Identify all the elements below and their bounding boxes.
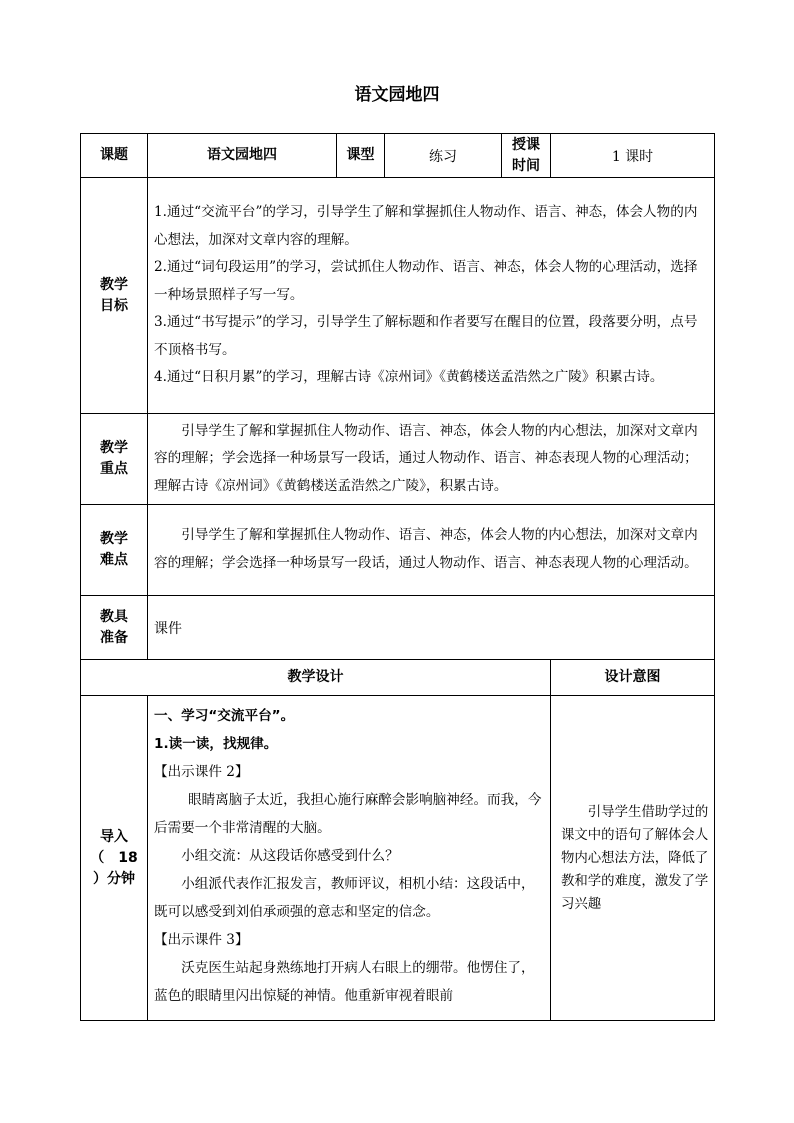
quote-paragraph: 眼睛离脑子太近，我担心施行麻醉会影响脑神经。而我，今后需要一个非常清醒的大脑。 — [154, 792, 542, 836]
intent-text: 引导学生借助学过的课文中的语句了解体会人物内心想法方法，降低了教和学的难度，激发了学习兴趣 — [561, 804, 709, 912]
type-value: 练习 — [385, 134, 502, 178]
design-content — [148, 696, 551, 1021]
stage-label-line3: ）分钟 — [93, 870, 135, 887]
design-label: 教学设计 — [81, 660, 551, 696]
time-label — [502, 134, 551, 178]
lesson-plan-table — [80, 133, 715, 1021]
stage-label-line1: 导入 — [100, 828, 128, 845]
intent-label: 设计意图 — [551, 660, 715, 696]
stage-label-line2: （ 18 — [90, 849, 138, 866]
topic-label: 课题 — [81, 134, 148, 178]
section-heading: 一、学习“交流平台”。 — [154, 708, 295, 724]
objectives-label — [81, 178, 148, 414]
courseware-note: 【出示课件 3】 — [154, 932, 249, 948]
time-label-text: 授课时间 — [511, 136, 540, 174]
key-points-label-text: 教学重点 — [99, 440, 128, 477]
intent-content — [551, 696, 715, 1021]
stage-label — [81, 696, 148, 1021]
step-heading: 1.读一读，找规律。 — [154, 736, 278, 752]
quote-paragraph: 沃克医生站起身熟练地打开病人右眼上的绷带。他愣住了，蓝色的眼睛里闪出惊疑的神情。他重新审视着眼前 — [154, 960, 535, 1004]
key-points-row — [81, 414, 715, 505]
tools-content: 课件 — [148, 596, 715, 660]
objective-item: 2.通过“词句段运用”的学习，尝试抓住人物动作、语言、神态，体会人物的心理活动，选择一种场景照样子写一写。 — [154, 259, 698, 303]
objectives-content — [148, 178, 715, 414]
objective-item: 4.通过“日积月累”的学习，理解古诗《凉州词》《黄鹤楼送孟浩然之广陵》积累古诗。 — [154, 369, 664, 386]
objectives-row — [81, 178, 715, 414]
design-header-row — [81, 660, 715, 696]
key-points-content: 引导学生了解和掌握抓住人物动作、语言、神态，体会人物的内心想法，加深对文章内容的理解；学会选择一种场景写一段话，通过人物动作、语言、神态表现人物的心理活动；理解古诗《凉州词》《黄鹤楼送孟浩然之广陵》，积累古诗。 — [148, 414, 715, 505]
discussion-prompt: 小组交流：从这段话你感受到什么？ — [181, 848, 399, 864]
courseware-note: 【出示课件 2】 — [154, 764, 249, 780]
key-points-label — [81, 414, 148, 505]
objective-item: 3.通过“书写提示”的学习，引导学生了解标题和作者要写在醒目的位置，段落要分明，点号不顶格书写。 — [154, 314, 698, 358]
difficulties-label-text: 教学难点 — [99, 531, 128, 568]
difficulties-label — [81, 505, 148, 596]
header-row — [81, 134, 715, 178]
tools-label — [81, 596, 148, 660]
objectives-label-text: 教学目标 — [99, 276, 128, 314]
type-label: 课型 — [337, 134, 385, 178]
tools-label-text: 教具准备 — [99, 608, 128, 646]
time-value: 1 课时 — [551, 134, 715, 178]
objective-item: 1.通过“交流平台”的学习，引导学生了解和掌握抓住人物动作、语言、神态，体会人物的内心想法，加深对文章内容的理解。 — [154, 203, 698, 248]
topic-value: 语文园地四 — [148, 134, 337, 178]
difficulties-content: 引导学生了解和掌握抓住人物动作、语言、神态，体会人物的内心想法，加深对文章内容的理解；学会选择一种场景写一段话，通过人物动作、语言、神态表现人物的心理活动。 — [148, 505, 715, 596]
intro-row — [81, 696, 715, 1021]
summary-paragraph: 小组派代表作汇报发言，教师评议，相机小结：这段话中，既可以感受到刘伯承顽强的意志和坚定的信念。 — [154, 876, 535, 920]
tools-row — [81, 596, 715, 660]
difficulties-row — [81, 505, 715, 596]
page-title: 语文园地四 — [354, 85, 440, 105]
